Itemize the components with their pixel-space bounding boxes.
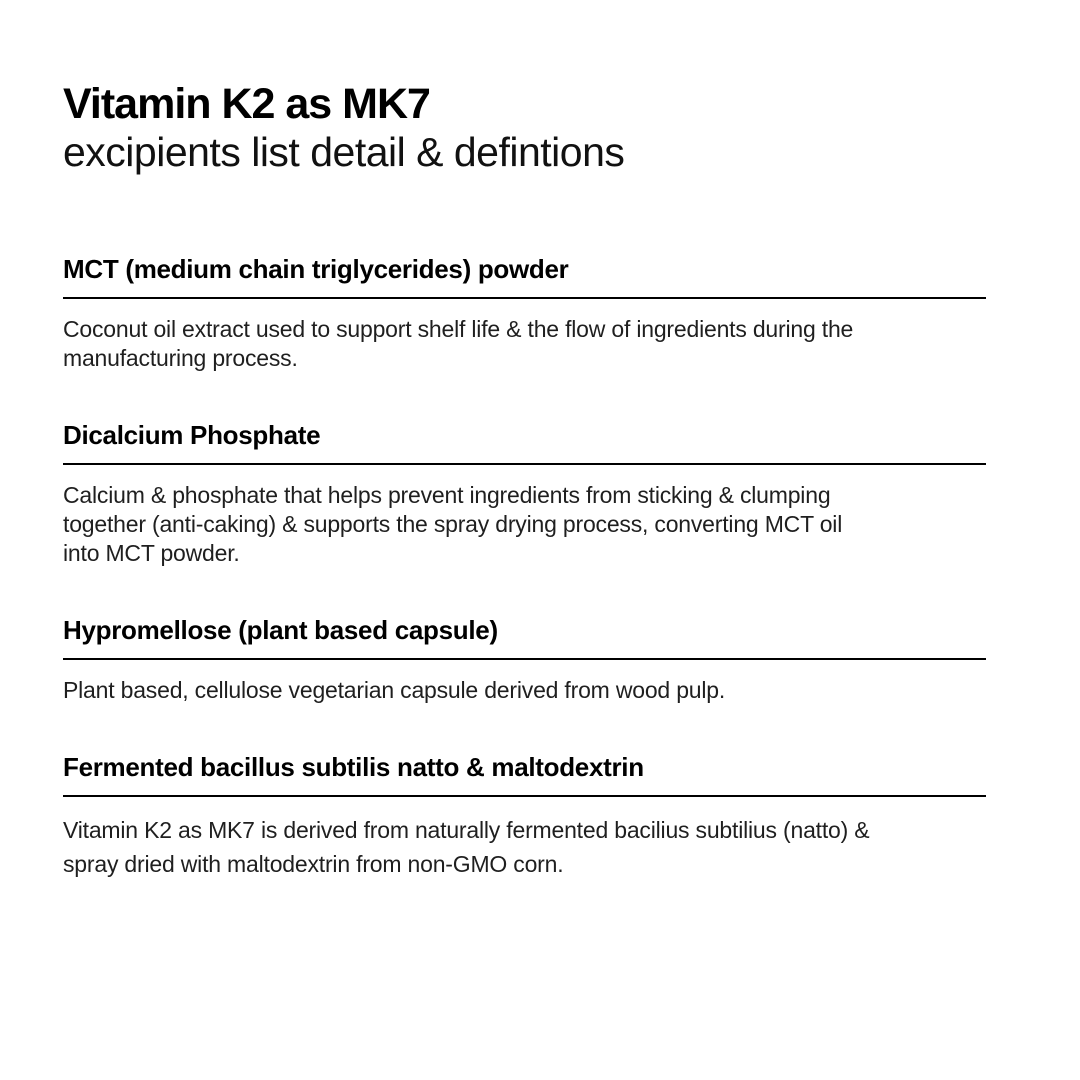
section-heading: MCT (medium chain triglycerides) powder — [63, 254, 569, 284]
section-rule — [63, 463, 986, 465]
sections — [63, 254, 986, 881]
section-body — [63, 315, 986, 373]
body-line: manufacturing process. — [63, 345, 298, 371]
section-rule — [63, 658, 986, 660]
section-heading: Dicalcium Phosphate — [63, 420, 321, 450]
section-heading: Hypromellose (plant based capsule) — [63, 615, 498, 645]
section-rule — [63, 297, 986, 299]
body-line: Coconut oil extract used to support shelf life & the flow of ingredients during the — [63, 316, 854, 342]
excipient-section — [63, 254, 986, 373]
body-line: spray dried with maltodextrin from non-GMO corn. — [63, 851, 564, 877]
excipient-section — [63, 420, 986, 568]
page-subtitle: excipients list detail & defintions — [63, 129, 625, 175]
body-line: Calcium & phosphate that helps prevent ingredients from sticking & clumping — [63, 482, 831, 508]
body-line: Plant based, cellulose vegetarian capsule derived from wood pulp. — [63, 677, 726, 703]
section-body — [63, 481, 986, 568]
body-line: into MCT powder. — [63, 540, 240, 566]
section-body — [63, 676, 986, 705]
section-body — [63, 813, 986, 881]
section-heading: Fermented bacillus subtilis natto & maltodextrin — [63, 752, 644, 782]
body-line: Vitamin K2 as MK7 is derived from naturally fermented bacilius subtilius (natto) & — [63, 817, 870, 843]
body-line: together (anti-caking) & supports the spray drying process, converting MCT oil — [63, 511, 843, 537]
page-title: Vitamin K2 as MK7 — [63, 80, 430, 128]
excipient-section — [63, 752, 986, 881]
section-rule — [63, 795, 986, 797]
excipient-section — [63, 615, 986, 705]
